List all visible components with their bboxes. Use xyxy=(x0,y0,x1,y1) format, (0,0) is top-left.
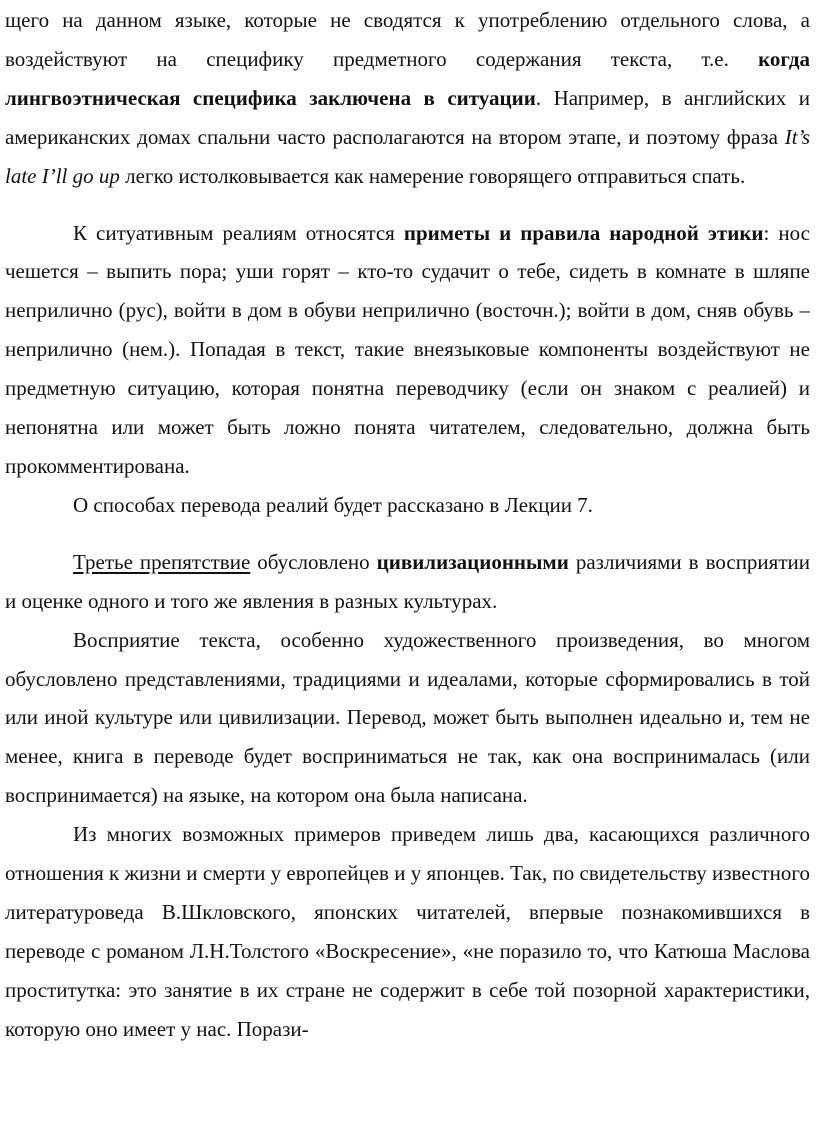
paragraph-third-obstacle xyxy=(5,543,810,621)
italic-example: It’s late I’ll go up xyxy=(5,124,810,188)
paragraph-situational-realia xyxy=(5,214,810,486)
bold-term: когда лингвоэтническая специфика заключена в ситуации xyxy=(5,46,810,110)
paragraph-text-perception xyxy=(5,621,810,816)
text-run: различиями в восприятии и оценке одного и того же явления в разных культурах. xyxy=(5,549,810,613)
paragraph-examples xyxy=(5,815,810,1048)
text-run: Из многих возможных примеров приведем лишь два, касающихся различного отношения к жизни и смерти у европейцев и у японцев. Так, по свидетельству известного литературоведа В.Шкловского, японских читателей, впервые познакомившихся в переводе с романом Л.Н.Толстого «Воскресение», «не поразило то, что Катюша Маслова проститутка: это занятие в их стране не содержит в себе той позорной характеристики, которую оно имеет у нас. Порази- xyxy=(5,822,810,1041)
bold-term: приметы и правила народной этики xyxy=(403,220,764,245)
text-run: щего на данном языке, которые не сводятся к употреблению отдельного слова, а воздействуют на специфику предметного содержания текста, т.е. xyxy=(5,8,810,71)
bold-term: цивилизационными xyxy=(376,549,569,574)
paragraph-lecture-reference xyxy=(5,486,810,525)
underlined-term: Третье препятствие xyxy=(73,549,251,574)
text-run: обусловлено xyxy=(250,549,377,574)
text-run: легко истолковывается как намерение говорящего отправиться спать. xyxy=(119,163,746,188)
text-run: . Например, в английских и американских домах спальни часто располагаются на втором этапе, и поэтому фраза xyxy=(5,85,810,149)
paragraph-situational-specifics xyxy=(5,1,810,196)
text-run: Восприятие текста, особенно художественного произведения, во многом обусловлено представлениями, традициями и идеалами, которые сформировались в той или иной культуре или цивилизации. Перевод, может быть выполнен идеально и, тем не менее, книга в переводе будет восприниматься не так, как она воспринималась (или воспринимается) на языке, на котором она была написана. xyxy=(5,627,810,808)
text-run: К ситуативным реалиям относятся xyxy=(73,220,404,245)
text-run: : нос чешется – выпить пора; уши горят – кто-то судачит о тебе, сидеть в комнате в шляпе неприлично (рус), войти в дом в обуви неприлично (восточн.); войти в дом, сняв обувь – неприлично (нем.). Попадая в текст, такие внеязыковые компоненты воздействуют не предметную ситуацию, которая понятна переводчику (если он знаком с реалией) и непонятна или может быть ложно понята читателем, следовательно, должна быть прокомментирована. xyxy=(5,220,810,478)
text-run: О способах перевода реалий будет рассказано в Лекции 7. xyxy=(73,492,593,517)
